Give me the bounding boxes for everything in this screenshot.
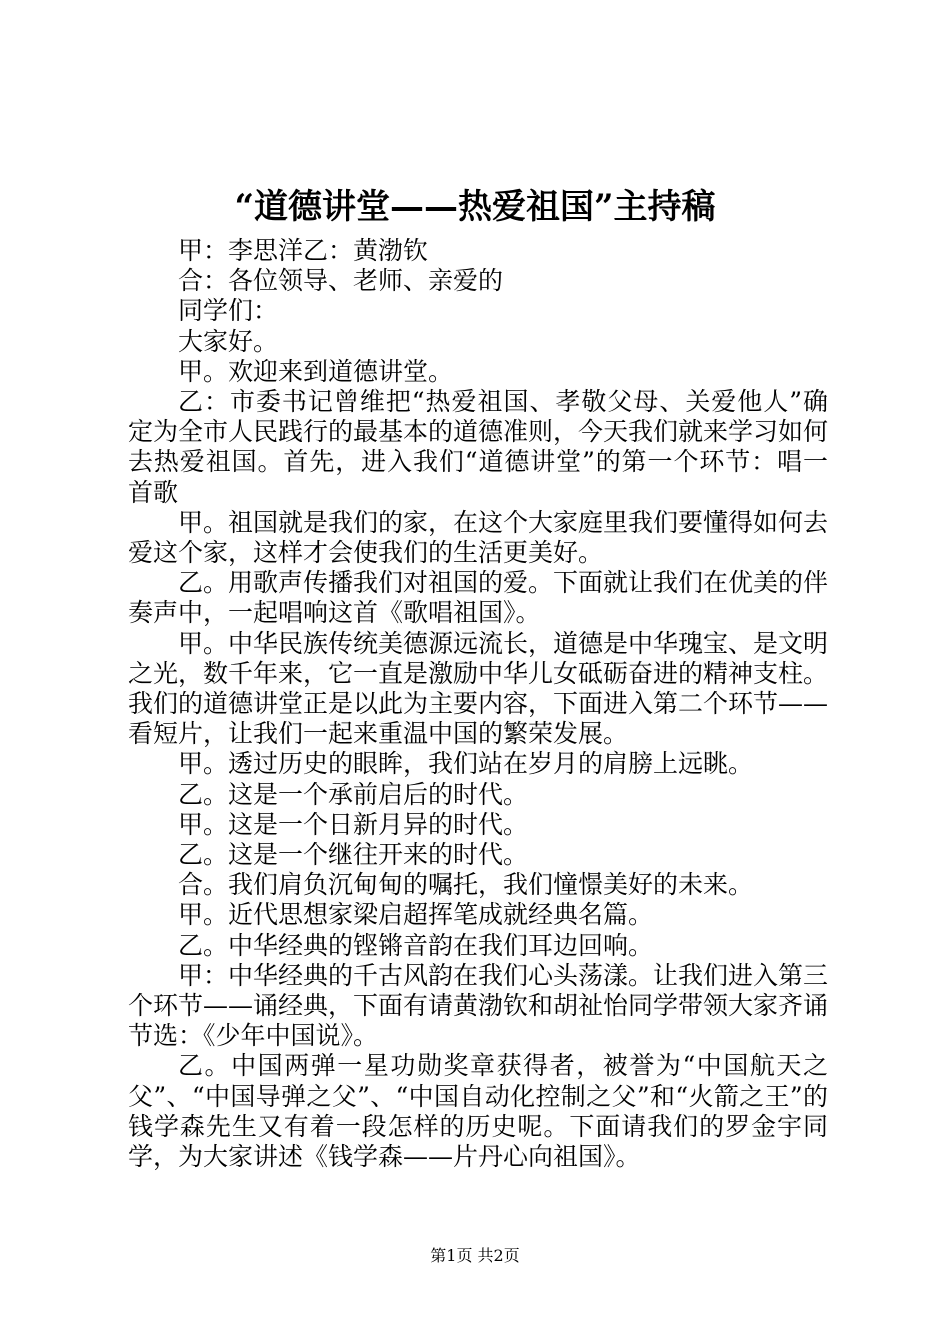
document-title: “道德讲堂——热爱祖国”主持稿 — [234, 187, 716, 227]
paragraph: 大家好。 — [178, 326, 279, 356]
paragraph: 乙：市委书记曾维把“热爱祖国、孝敬父母、关爱他人”确定为全市人民践行的最基本的道德准则，今天我们就来学习如何去热爱祖国。首先，进入我们“道德讲堂”的第一个环节：唱一首歌 — [128, 387, 829, 507]
paragraph: 甲。中华民族传统美德源远流长，道德是中华瑰宝、是文明之光，数千年来，它一直是激励中华儿女砥砺奋进的精神支柱。我们的道德讲堂正是以此为主要内容，下面进入第二个环节——看短片，让我们一起来重温中国的繁荣发展。 — [128, 628, 829, 749]
paragraph: 甲。透过历史的眼眸，我们站在岁月的肩膀上远眺。 — [178, 749, 754, 779]
paragraph: 甲。这是一个日新月异的时代。 — [178, 809, 529, 839]
paragraph: 甲：李思洋乙：黄渤钦 — [178, 236, 429, 265]
paragraph: 合。我们肩负沉甸甸的嘱托，我们憧憬美好的未来。 — [178, 870, 754, 900]
paragraph: 甲。欢迎来到道德讲堂。 — [178, 356, 454, 386]
page-footer: 第1页 共2页 — [430, 1246, 520, 1265]
document-body — [128, 236, 828, 1172]
paragraph: 乙。这是一个继往开来的时代。 — [178, 840, 529, 870]
paragraph: 乙。中国两弹一星功勋奖章获得者，被誉为“中国航天之父”、“中国导弹之父”、“中国自动化控制之父”和“火箭之王”的钱学森先生又有着一段怎样的历史呢。下面请我们的罗金宇同学，为大家讲述《钱学森——片丹心向祖国》。 — [128, 1051, 828, 1172]
paragraph: 甲：中华经典的千古风韵在我们心头荡漾。让我们进入第三个环节——诵经典，下面有请黄渤钦和胡祉怡同学带领大家齐诵节选：《少年中国说》。 — [128, 960, 829, 1051]
paragraph: 甲。祖国就是我们的家，在这个大家庭里我们要懂得如何去爱这个家，这样才会使我们的生活更美好。 — [128, 507, 829, 568]
paragraph: 甲。近代思想家梁启超挥笔成就经典名篇。 — [178, 900, 654, 930]
paragraph: 同学们： — [178, 296, 279, 326]
paragraph: 乙。用歌声传播我们对祖国的爱。下面就让我们在优美的伴奏声中，一起唱响这首《歌唱祖国》。 — [128, 568, 829, 628]
paragraph: 乙。中华经典的铿锵音韵在我们耳边回响。 — [178, 930, 654, 960]
paragraph: 乙。这是一个承前启后的时代。 — [178, 779, 529, 809]
paragraph: 合：各位领导、老师、亲爱的 — [178, 266, 504, 296]
